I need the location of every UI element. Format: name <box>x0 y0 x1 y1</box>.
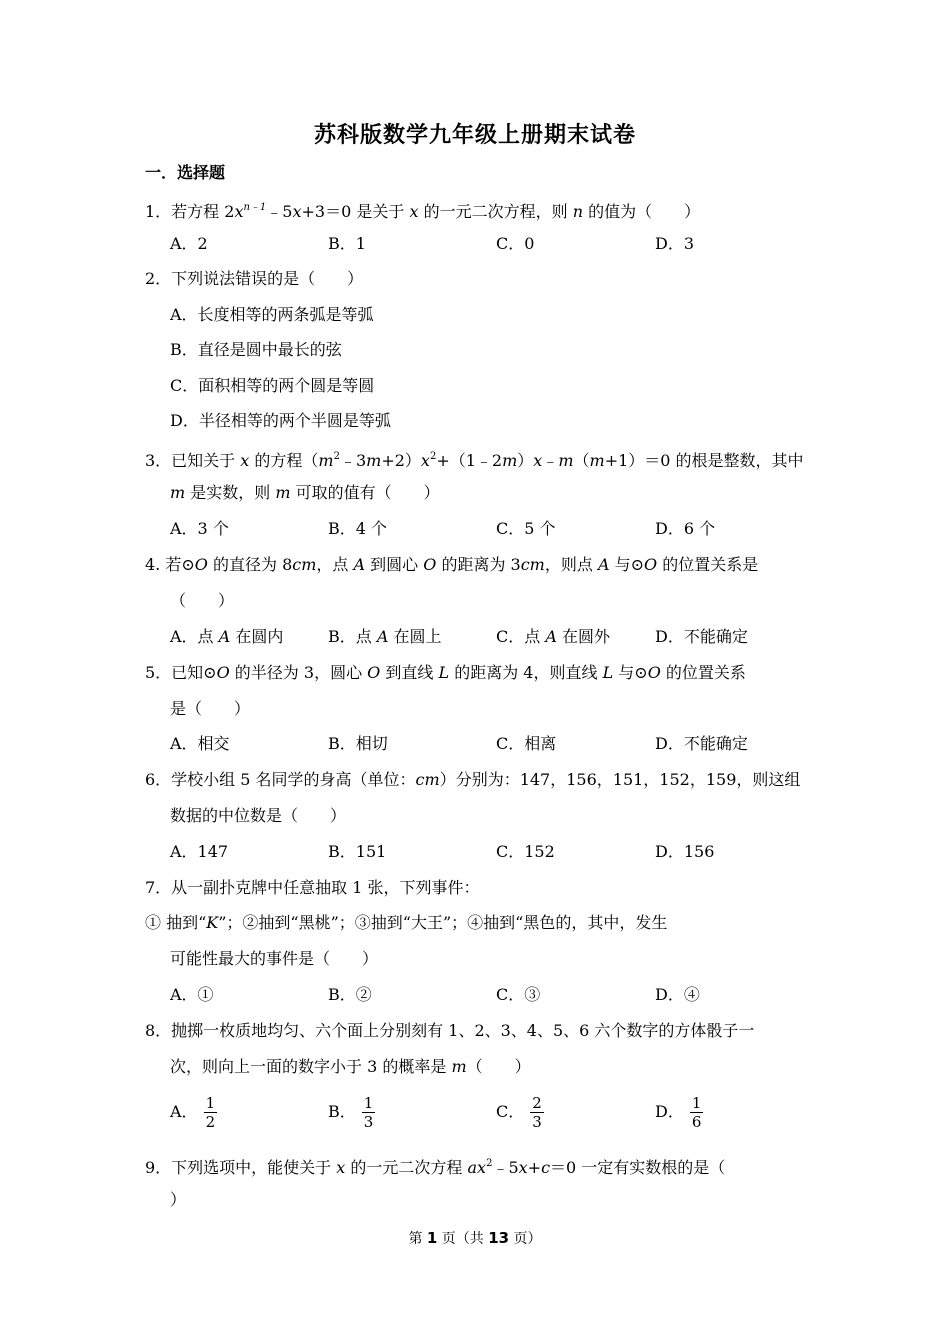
fraction: $\frac{1}{6}$ <box>691 1094 702 1131</box>
question-3-stem-line2: m 是实数，则 m 可取的值有（ ） <box>170 483 440 502</box>
question-5-option-a: A．相交 <box>170 734 230 753</box>
question-6-option-d: D．156 <box>655 842 715 861</box>
question-4-option-a: A．点 A 在圆内 <box>170 627 284 646</box>
fraction: $\frac{2}{3}$ <box>532 1094 542 1131</box>
question-2-option-d: D．半径相等的两个半圆是等弧 <box>170 411 391 430</box>
question-4-option-b: B．点 A 在圆上 <box>328 627 442 646</box>
question-7-option-b: B．② <box>328 985 372 1004</box>
question-4-stem: 4. 若⊙O 的直径为 8cm，点 A 到圆心 O 的距离为 3cm，则点 A 与⊙O 的位置关系是 <box>145 555 759 574</box>
question-5-option-b: B．相切 <box>328 734 388 753</box>
question-5-option-c: C．相离 <box>496 734 557 753</box>
section-heading: 一．选择题 <box>145 163 226 182</box>
question-6-stem-line2: 数据的中位数是（ ） <box>170 806 347 825</box>
question-8-option-c: C． $\frac{2}{3}$ <box>496 1094 542 1131</box>
question-6-option-b: B．151 <box>328 842 387 861</box>
question-2-option-c: C．面积相等的两个圆是等圆 <box>170 376 375 395</box>
question-1-stem: 1．若方程 $2x^{n﹣1}﹣5x+3=0$ 是关于 x 的一元二次方程，则 n 的值为（ ） <box>145 202 701 221</box>
question-8-stem-line2: 次，则向上一面的数字小于 3 的概率是 m（ ） <box>170 1057 531 1076</box>
question-2-stem: 2．下列说法错误的是（ ） <box>145 269 364 288</box>
question-2-option-b: B．直径是圆中最长的弦 <box>170 340 342 359</box>
question-7-events: ① 抽到“K”；②抽到“黑桃”；③抽到“大王”；④抽到“黑色的，其中，发生 <box>145 913 668 932</box>
page-number: 1 <box>426 1229 438 1247</box>
page-total: 13 <box>488 1229 510 1247</box>
question-3-option-b: B．4 个 <box>328 519 388 538</box>
question-1-option-b: B．1 <box>328 234 366 253</box>
question-7-stem: 7．从一副扑克牌中任意抽取 1 张，下列事件： <box>145 878 480 897</box>
question-3-option-c: C．5 个 <box>496 519 556 538</box>
question-2-option-a: A．长度相等的两条弧是等弧 <box>170 305 374 324</box>
question-5-option-d: D．不能确定 <box>655 734 748 753</box>
fraction: $\frac{1}{3}$ <box>363 1094 374 1131</box>
question-7-option-d: D．④ <box>655 985 700 1004</box>
question-6-option-a: A．147 <box>170 842 229 861</box>
question-6-stem: 6．学校小组 5 名同学的身高（单位：cm）分别为：147，156，151，152，159，则这组 <box>145 770 801 789</box>
question-6-option-c: C．152 <box>496 842 555 861</box>
question-1-option-a: A．2 <box>170 234 208 253</box>
question-3-stem: 3．已知关于 x 的方程$(m^2﹣3m+2)x^2+(1﹣2m)x﹣m(m+1)=0$ 的根是整数，其中 <box>145 451 804 470</box>
question-4-option-d: D．不能确定 <box>655 627 748 646</box>
question-1-option-c: C．0 <box>496 234 535 253</box>
question-7-option-c: C．③ <box>496 985 541 1004</box>
question-3-option-d: D．6 个 <box>655 519 716 538</box>
fraction: $\frac{1}{2}$ <box>205 1094 216 1131</box>
question-9-stem: 9．下列选项中，能使关于 x 的一元二次方程 $ax^2﹣5x+c=0$ 一定有实数根的是（ <box>145 1158 726 1177</box>
question-8-stem: 8．抛掷一枚质地均匀、六个面上分别刻有 1、2、3、4、5、6 六个数字的方体骰子一 <box>145 1021 755 1040</box>
question-4-option-c: C．点 A 在圆外 <box>496 627 611 646</box>
question-4-stem-line2: （ ） <box>170 591 235 610</box>
question-8-option-d: D． $\frac{1}{6}$ <box>655 1094 702 1131</box>
question-8-option-b: B． $\frac{1}{3}$ <box>328 1094 374 1131</box>
question-5-stem-line2: 是（ ） <box>170 699 251 718</box>
question-3-option-a: A．3 个 <box>170 519 229 538</box>
question-7-stem-line3: 可能性最大的事件是（ ） <box>170 949 379 968</box>
question-7-option-a: A．① <box>170 985 214 1004</box>
question-1-option-d: D．3 <box>655 234 695 253</box>
question-5-stem: 5．已知⊙O 的半径为 3，圆心 O 到直线 L 的距离为 4，则直线 L 与⊙O 的位置关系 <box>145 663 746 682</box>
question-8-option-a: A． $\frac{1}{2}$ <box>170 1094 216 1131</box>
page-title: 苏科版数学九年级上册期末试卷 <box>313 123 636 148</box>
page-footer: 第 1 页（共 13 页） <box>408 1229 542 1247</box>
question-9-stem-line2: ） <box>170 1190 187 1209</box>
